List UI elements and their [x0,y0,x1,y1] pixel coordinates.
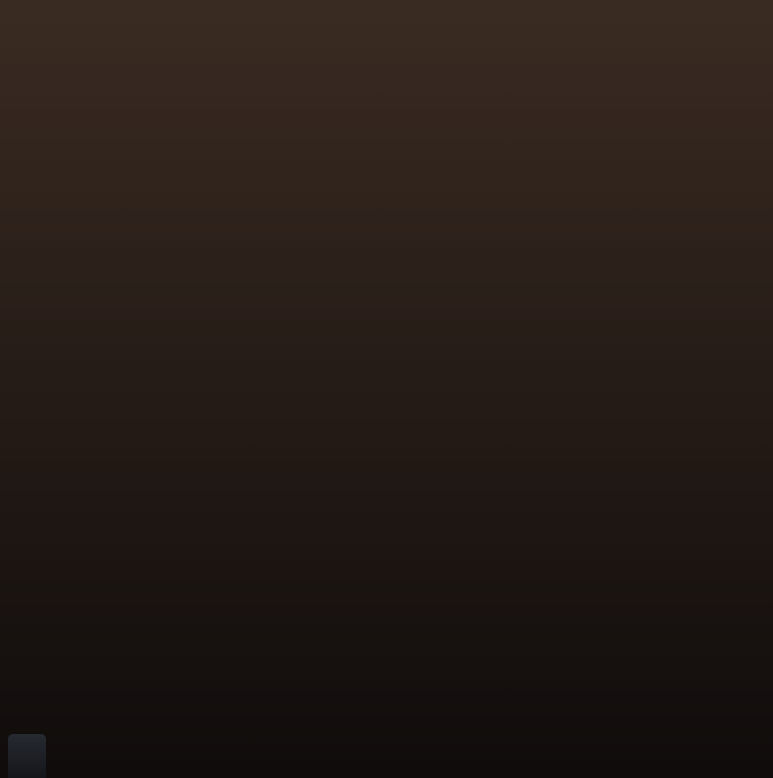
article-thumb-2[interactable] [501,438,554,496]
photo-thumbnail-row [445,438,720,496]
article-body [0,230,740,778]
article-figure [445,250,720,496]
